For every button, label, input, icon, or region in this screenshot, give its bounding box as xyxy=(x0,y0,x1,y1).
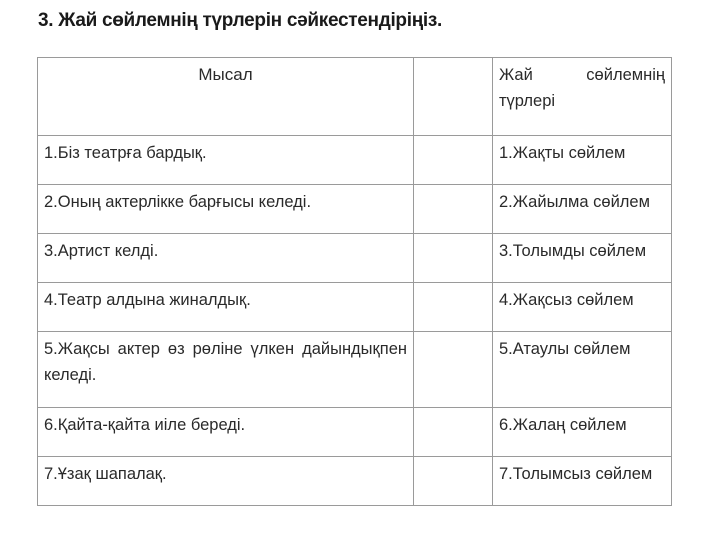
empty-middle-cell xyxy=(414,408,493,457)
sentence-type-cell: 6.Жалаң сөйлем xyxy=(493,408,672,457)
example-column-header: Мысал xyxy=(38,58,414,136)
empty-middle-cell xyxy=(414,457,493,506)
sentence-type-cell: 2.Жайылма сөйлем xyxy=(493,185,672,234)
sentence-type-cell: 4.Жақсыз сөйлем xyxy=(493,283,672,332)
empty-middle-cell xyxy=(414,283,493,332)
table-row xyxy=(38,332,672,408)
table-header-row xyxy=(38,58,672,136)
table-row xyxy=(38,234,672,283)
matching-table xyxy=(37,57,672,506)
sentence-type-cell: 7.Толымсыз сөйлем xyxy=(493,457,672,506)
example-cell: 4.Театр алдына жиналдық. xyxy=(38,283,414,332)
sentence-type-cell: 5.Атаулы сөйлем xyxy=(493,332,672,408)
table-row xyxy=(38,457,672,506)
sentence-type-cell: 3.Толымды сөйлем xyxy=(493,234,672,283)
example-cell: 5.Жақсы актер өз рөліне үлкен дайындықпен келеді. xyxy=(38,332,414,408)
empty-middle-cell xyxy=(414,136,493,185)
table-row xyxy=(38,283,672,332)
empty-middle-cell xyxy=(414,332,493,408)
empty-middle-cell xyxy=(414,58,493,136)
table-row xyxy=(38,136,672,185)
exercise-title: 3. Жай сөйлемнің түрлерін сәйкестендіріңіз. xyxy=(38,10,442,31)
empty-middle-cell xyxy=(414,234,493,283)
example-cell: 1.Біз театрға бардық. xyxy=(38,136,414,185)
table-row xyxy=(38,408,672,457)
table-row xyxy=(38,185,672,234)
example-cell: 3.Артист келді. xyxy=(38,234,414,283)
sentence-type-cell: 1.Жақты сөйлем xyxy=(493,136,672,185)
empty-middle-cell xyxy=(414,185,493,234)
types-column-header: Жай сөйлемнің түрлері xyxy=(493,58,672,136)
example-cell: 7.Ұзақ шапалақ. xyxy=(38,457,414,506)
example-cell: 6.Қайта-қайта иіле береді. xyxy=(38,408,414,457)
example-cell: 2.Оның актерлікке барғысы келеді. xyxy=(38,185,414,234)
